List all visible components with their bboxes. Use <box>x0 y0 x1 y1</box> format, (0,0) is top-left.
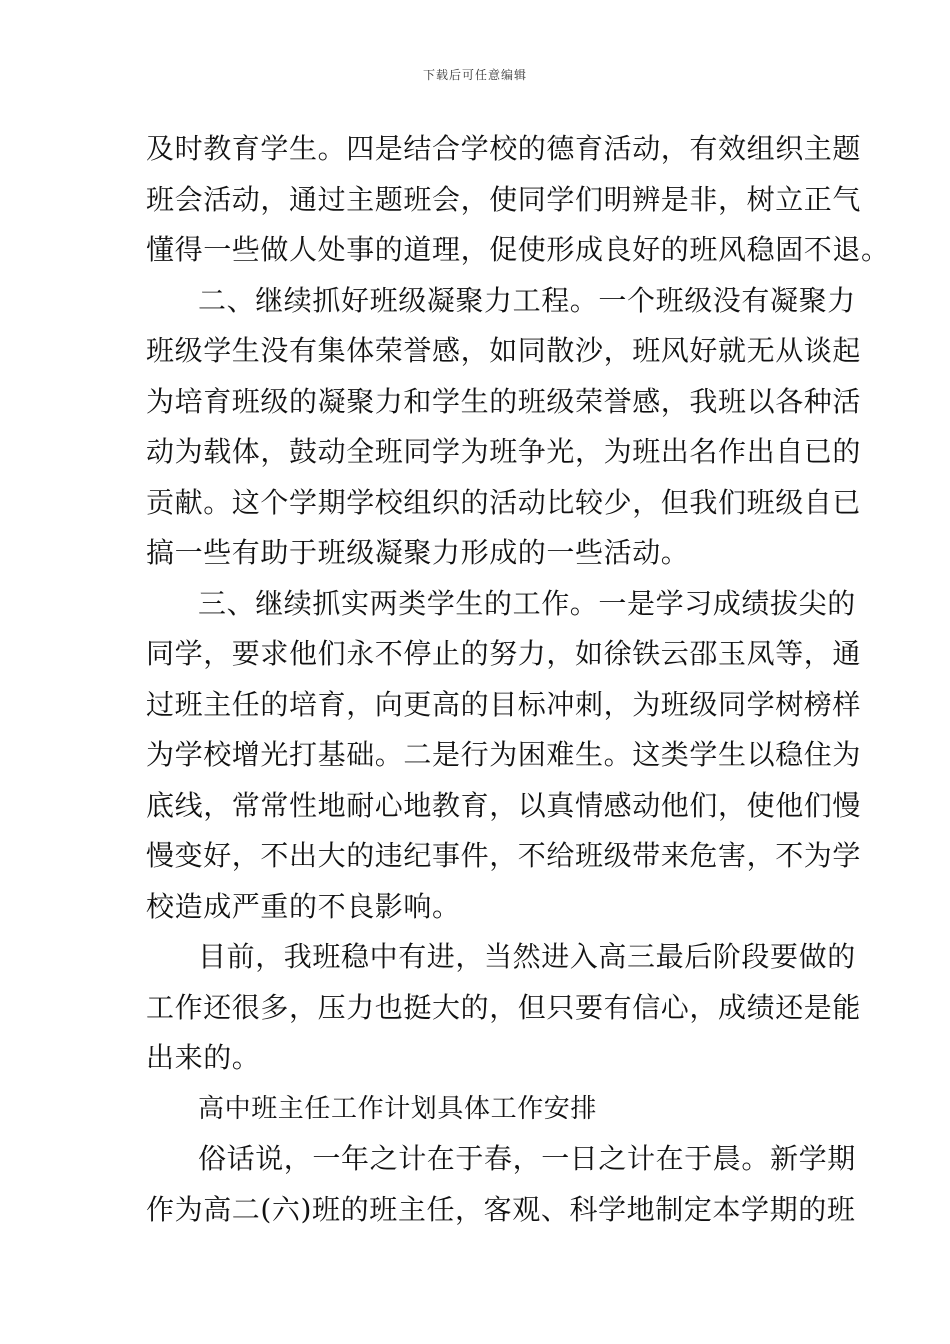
text-line: 懂得一些做人处事的道理，促使形成良好的班风稳固不退。 <box>146 233 890 266</box>
text-line: 为培育班级的凝聚力和学生的班级荣誉感，我班以各种活 <box>146 384 862 418</box>
text-line: 校造成严重的不良影响。 <box>146 889 461 923</box>
text-line: 贡献。这个学期学校组织的活动比较少，但我们班级自已 <box>146 485 862 519</box>
text-line: 慢变好，不出大的违纪事件，不给班级带来危害，不为学 <box>146 839 862 872</box>
text-line: 底线，常常性地耐心地教育，以真情感动他们，使他们慢 <box>146 788 862 822</box>
text-line: 作为高二(六)班的班主任，客观、科学地制定本学期的班 <box>146 1192 856 1226</box>
paragraph-start-line: 三、继续抓实两类学生的工作。一是学习成绩拔尖的 <box>198 586 856 620</box>
paragraph-start-line: 目前，我班稳中有进，当然进入高三最后阶段要做的 <box>198 940 856 973</box>
paragraph-start-line: 俗话说，一年之计在于春，一日之计在于晨。新学期 <box>198 1142 856 1175</box>
section-heading: 高中班主任工作计划具体工作安排 <box>198 1093 598 1124</box>
text-line: 出来的。 <box>146 1041 261 1074</box>
text-line: 班级学生没有集体荣誉感，如同散沙，班风好就无从谈起 <box>146 334 862 367</box>
text-line: 为学校增光打基础。二是行为困难生。这类学生以稳住为 <box>146 738 862 771</box>
text-line: 过班主任的培育，向更高的目标冲刺，为班级同学树榜样 <box>146 687 862 721</box>
text-line: 工作还很多，压力也挺大的，但只要有信心，成绩还是能 <box>146 990 862 1024</box>
header-note: 下载后可任意编辑 <box>422 68 527 82</box>
text-line: 及时教育学生。四是结合学校的德育活动，有效组织主题 <box>146 132 862 165</box>
paragraph-start-line: 二、继续抓好班级凝聚力工程。一个班级没有凝聚力 <box>198 283 856 317</box>
text-line: 动为载体，鼓动全班同学为班争光，为班出名作出自已的 <box>146 435 862 468</box>
text-line: 同学，要求他们永不停止的努力，如徐铁云邵玉凤等，通 <box>146 637 862 670</box>
text-line: 班会活动，通过主题班会，使同学们明辨是非，树立正气 <box>146 182 862 216</box>
text-line: 搞一些有助于班级凝聚力形成的一些活动。 <box>146 536 690 569</box>
body-text <box>146 124 890 1235</box>
